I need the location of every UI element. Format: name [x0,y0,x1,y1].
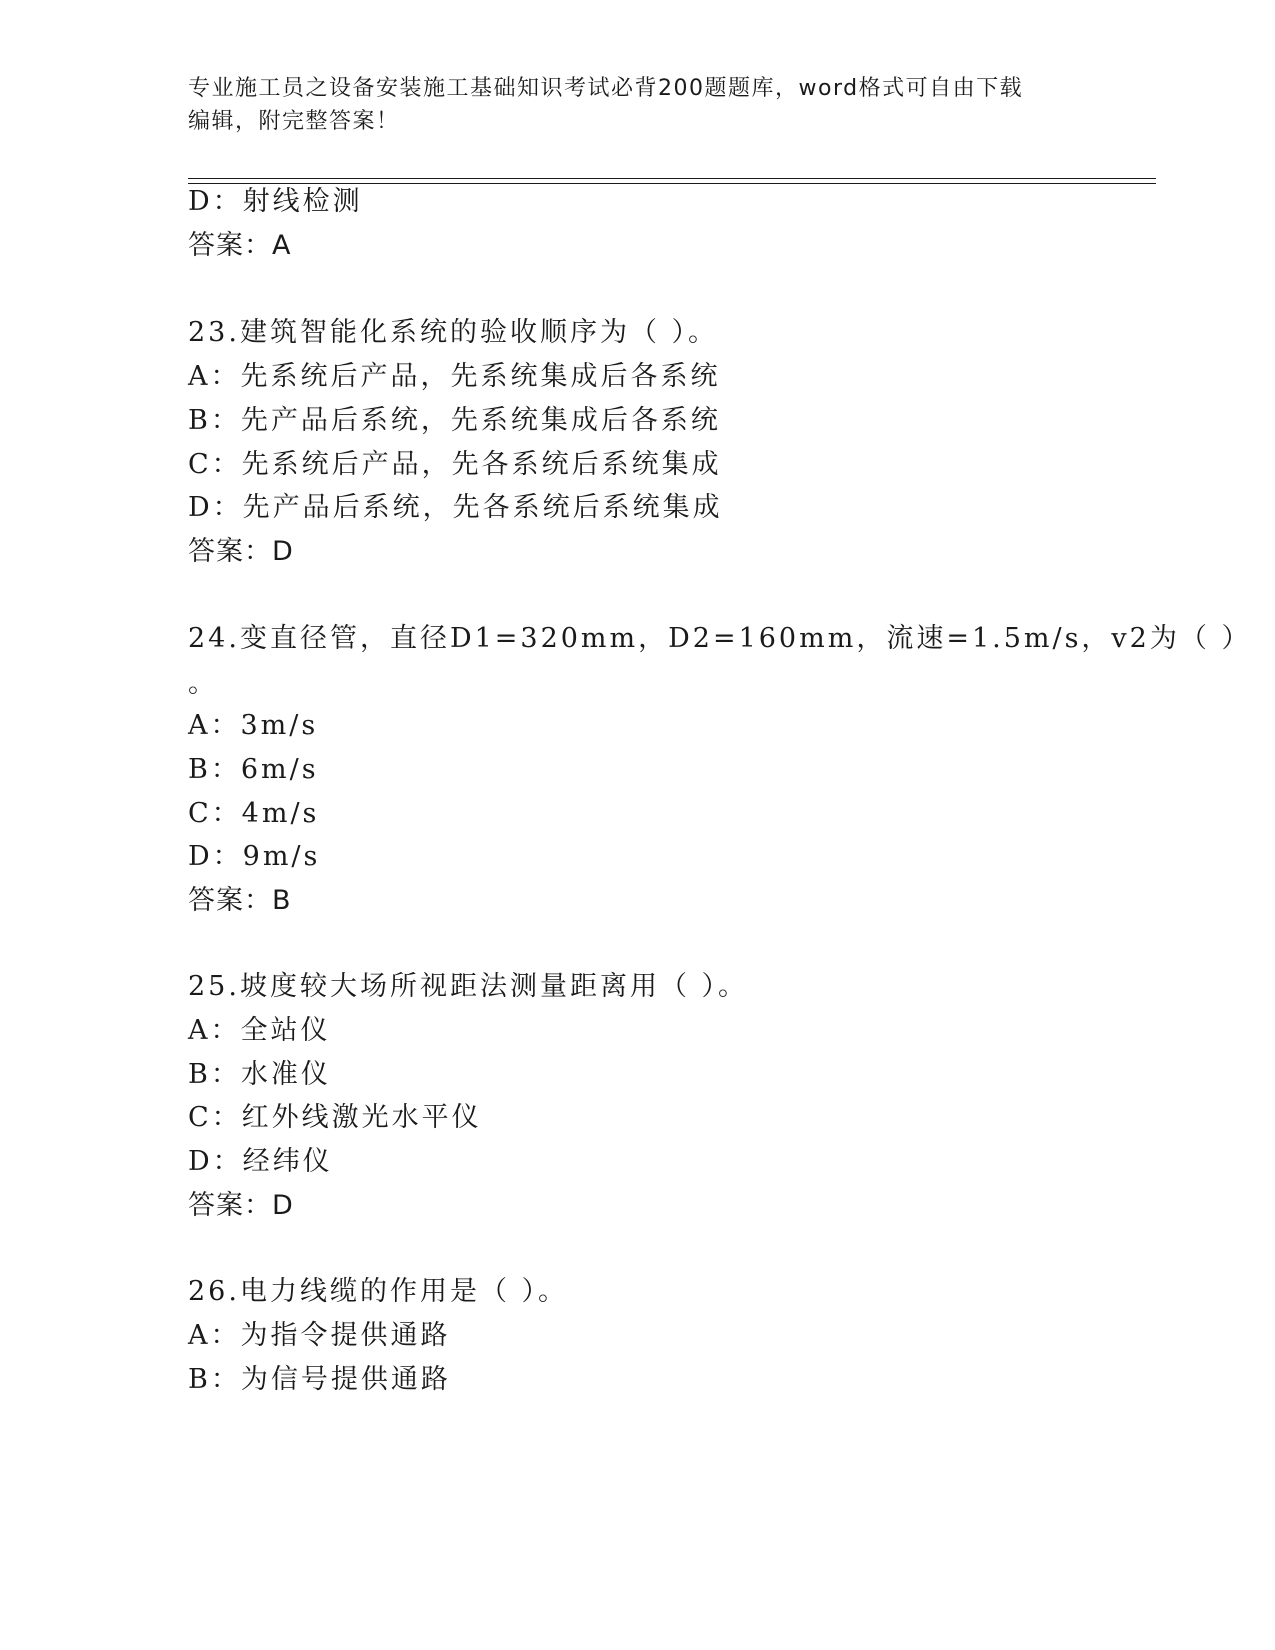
header-divider-top [188,178,1156,179]
q24-stem: 24.变直径管，直径D1=320mm，D2=160mm，流速=1.5m/s，v2为（ ） [188,623,1252,654]
header-title-line-2: 编辑，附完整答案！ [188,109,400,134]
q23-option-b: B：先产品后系统，先系统集成后各系统 [188,405,721,436]
document-header [188,72,1068,138]
header-divider-bottom [188,183,1156,184]
q23-option-d: D：先产品后系统，先各系统后系统集成 [188,492,723,523]
q24-option-a: A：3m/s [188,710,319,741]
q24-option-b: B：6m/s [188,754,319,785]
q25-answer: 答案：D [188,1190,294,1221]
q26-option-a: A：为指令提供通路 [188,1320,451,1351]
q25-option-d: D：经纬仪 [188,1146,333,1177]
q23-option-c: C：先系统后产品，先各系统后系统集成 [188,449,722,480]
q22-option-d: D：射线检测 [188,186,363,217]
q25-stem: 25.坡度较大场所视距法测量距离用（ ）。 [188,971,749,1002]
q26-stem: 26.电力线缆的作用是（ ）。 [188,1276,569,1307]
q24-option-c: C：4m/s [188,798,320,829]
header-title-line-1: 专业施工员之设备安装施工基础知识考试必背200题题库，word格式可自由下载 [188,76,1024,101]
q26-option-b: B：为信号提供通路 [188,1364,451,1395]
q24-stem-continuation: 。 [188,668,218,699]
q25-option-b: B：水准仪 [188,1059,331,1090]
q25-option-a: A：全站仪 [188,1015,331,1046]
q22-answer: 答案：A [188,230,292,261]
q23-stem: 23.建筑智能化系统的验收顺序为（ ）。 [188,317,719,348]
q23-answer: 答案：D [188,536,294,567]
q23-option-a: A：先系统后产品，先系统集成后各系统 [188,361,721,392]
q24-option-d: D：9m/s [188,841,321,872]
q25-option-c: C：红外线激光水平仪 [188,1102,482,1133]
q24-answer: 答案：B [188,885,292,916]
